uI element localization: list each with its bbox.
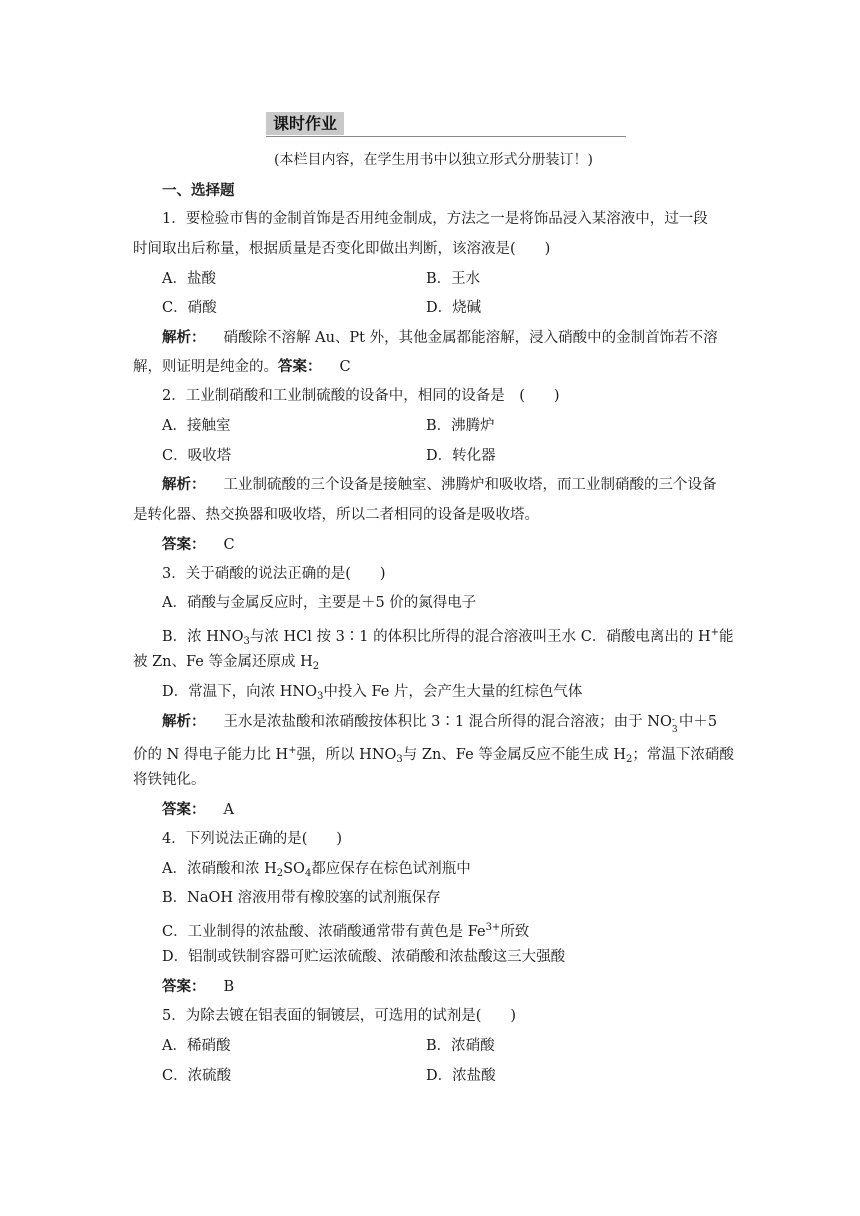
q5-option-b: B．浓硝酸 bbox=[426, 1038, 495, 1054]
q2-option-d: D．转化器 bbox=[426, 448, 496, 464]
q1-analysis-line2 bbox=[133, 357, 351, 377]
superscript: + bbox=[288, 745, 297, 756]
q3-option-b-line1 bbox=[162, 623, 734, 652]
superscript: + bbox=[710, 627, 719, 638]
subscript: 2 bbox=[626, 754, 633, 765]
text-run: 所致 bbox=[500, 924, 530, 940]
q5-option-d: D．浓盐酸 bbox=[426, 1068, 496, 1084]
text-run: 中＋5 bbox=[678, 714, 718, 730]
notice: (本栏目内容，在学生用书中以独立形式分册装订！) bbox=[274, 152, 593, 168]
analysis-label: 解析： bbox=[162, 713, 206, 730]
superscript: 3+ bbox=[485, 922, 501, 933]
analysis-text: 硝酸除不溶解 Au、Pt 外，其他金属都能溶解，浸入硝酸中的金制首饰若不溶 bbox=[223, 330, 718, 346]
q2-option-c: C．吸收塔 bbox=[162, 448, 232, 464]
q5-option-a: A．稀硝酸 bbox=[162, 1038, 231, 1054]
q2-answer bbox=[162, 535, 235, 555]
text-run: C．工业制得的浓盐酸、浓硝酸通常带有黄色是 Fe bbox=[162, 924, 486, 940]
text-run: 与浓 HCl 按 3∶1 的体积比所得的混合溶液叫王水 C．硝酸电离出的 H bbox=[249, 629, 711, 645]
text-run: 能 bbox=[719, 629, 734, 645]
q1-option-b: B．王水 bbox=[426, 271, 481, 287]
text-run: 强，所以 HNO bbox=[296, 747, 397, 763]
q3-analysis-line3: 将铁钝化。 bbox=[133, 772, 206, 788]
text-run: 都应保存在棕色试剂瓶中 bbox=[311, 861, 471, 877]
q3-analysis-line1 bbox=[162, 712, 718, 735]
answer-value: B bbox=[223, 979, 235, 995]
text-run: SO bbox=[283, 861, 305, 877]
section-title: 一、选择题 bbox=[162, 182, 235, 199]
q2-stem: 2．工业制硝酸和工业制硫酸的设备中，相同的设备是 ( ) bbox=[162, 388, 560, 404]
answer-value: C bbox=[223, 537, 235, 553]
answer-label: 答案： bbox=[162, 978, 206, 995]
text-run: 中投入 Fe 片，会产生大量的红棕色气体 bbox=[323, 684, 583, 700]
q2-analysis-line2: 是转化器、热交换器和吸收塔，所以二者相同的设备是吸收塔。 bbox=[133, 507, 539, 523]
analysis-label: 解析： bbox=[162, 476, 206, 493]
subscript: 3 bbox=[671, 725, 678, 735]
subscript: 3 bbox=[243, 636, 250, 647]
text-run: D．常温下，向浓 HNO bbox=[162, 684, 317, 700]
answer-label: 答案： bbox=[278, 358, 322, 375]
q1-option-a: A．盐酸 bbox=[162, 271, 216, 287]
q4-answer bbox=[162, 977, 234, 997]
text-run: 王水是浓盐酸和浓硝酸按体积比 3∶1 混合所得的混合溶液；由于 NO bbox=[223, 714, 672, 730]
answer-value: A bbox=[223, 802, 234, 818]
analysis-label: 解析： bbox=[162, 329, 206, 346]
subscript: 2 bbox=[276, 868, 284, 879]
text-run: A．浓硝酸和浓 H bbox=[162, 861, 277, 877]
q3-option-a: A．硝酸与金属反应时，主要是＋5 价的氮得电子 bbox=[162, 595, 477, 611]
header-title: 课时作业 bbox=[266, 112, 344, 135]
q1-stem-line1: 1．要检验市售的金制首饰是否用纯金制成，方法之一是将饰品浸入某溶液中，过一段 bbox=[162, 211, 708, 227]
superscript: - bbox=[671, 715, 675, 725]
q1-option-c: C．硝酸 bbox=[162, 300, 217, 316]
ion-charge bbox=[671, 715, 679, 735]
text-run: 与 Zn、Fe 等金属反应不能生成 H bbox=[402, 747, 627, 763]
q5-option-c: C．浓硫酸 bbox=[162, 1068, 232, 1084]
subscript: 2 bbox=[312, 661, 320, 672]
subscript: 4 bbox=[304, 868, 312, 879]
answer-label: 答案： bbox=[162, 801, 206, 818]
q2-analysis-line1 bbox=[162, 475, 717, 495]
q3-analysis-line2 bbox=[133, 741, 734, 770]
analysis-text: 工业制硫酸的三个设备是接触室、沸腾炉和吸收塔，而工业制硝酸的三个设备 bbox=[223, 477, 717, 493]
q2-option-b: B．沸腾炉 bbox=[426, 418, 495, 434]
q2-option-a: A．接触室 bbox=[162, 418, 231, 434]
subscript: 3 bbox=[316, 691, 324, 702]
q3-answer bbox=[162, 800, 234, 820]
q4-stem: 4．下列说法正确的是( ) bbox=[162, 831, 343, 847]
q4-option-c bbox=[162, 918, 529, 942]
answer-value: C bbox=[339, 359, 351, 375]
q3-stem: 3．关于硝酸的说法正确的是( ) bbox=[162, 566, 386, 582]
q4-option-d: D．铝制或铁制容器可贮运浓硫酸、浓硝酸和浓盐酸这三大强酸 bbox=[162, 949, 566, 965]
text-run: 被 Zn、Fe 等金属还原成 H bbox=[133, 654, 313, 670]
q1-analysis-line1 bbox=[162, 328, 718, 348]
text-run: ；常温下浓硝酸 bbox=[632, 747, 734, 763]
q5-stem: 5．为除去镀在铝表面的铜镀层，可选用的试剂是( ) bbox=[162, 1008, 517, 1024]
subscript: 3 bbox=[396, 754, 403, 765]
q4-option-b: B．NaOH 溶液用带有橡胶塞的试剂瓶保存 bbox=[162, 890, 441, 906]
header-bar bbox=[266, 112, 626, 137]
q4-option-a bbox=[162, 859, 471, 884]
text-run: 价的 N 得电子能力比 H bbox=[133, 747, 289, 763]
q1-stem-line2: 时间取出后称量，根据质量是否变化即做出判断，该溶液是( ) bbox=[133, 241, 551, 257]
q3-option-b-line2 bbox=[133, 652, 319, 677]
text-run: B．浓 HNO bbox=[162, 629, 244, 645]
q1-option-d: D．烧碱 bbox=[426, 300, 482, 316]
answer-label: 答案： bbox=[162, 536, 206, 553]
q3-option-d bbox=[162, 682, 582, 707]
analysis-text: 解，则证明是纯金的。 bbox=[133, 359, 278, 375]
